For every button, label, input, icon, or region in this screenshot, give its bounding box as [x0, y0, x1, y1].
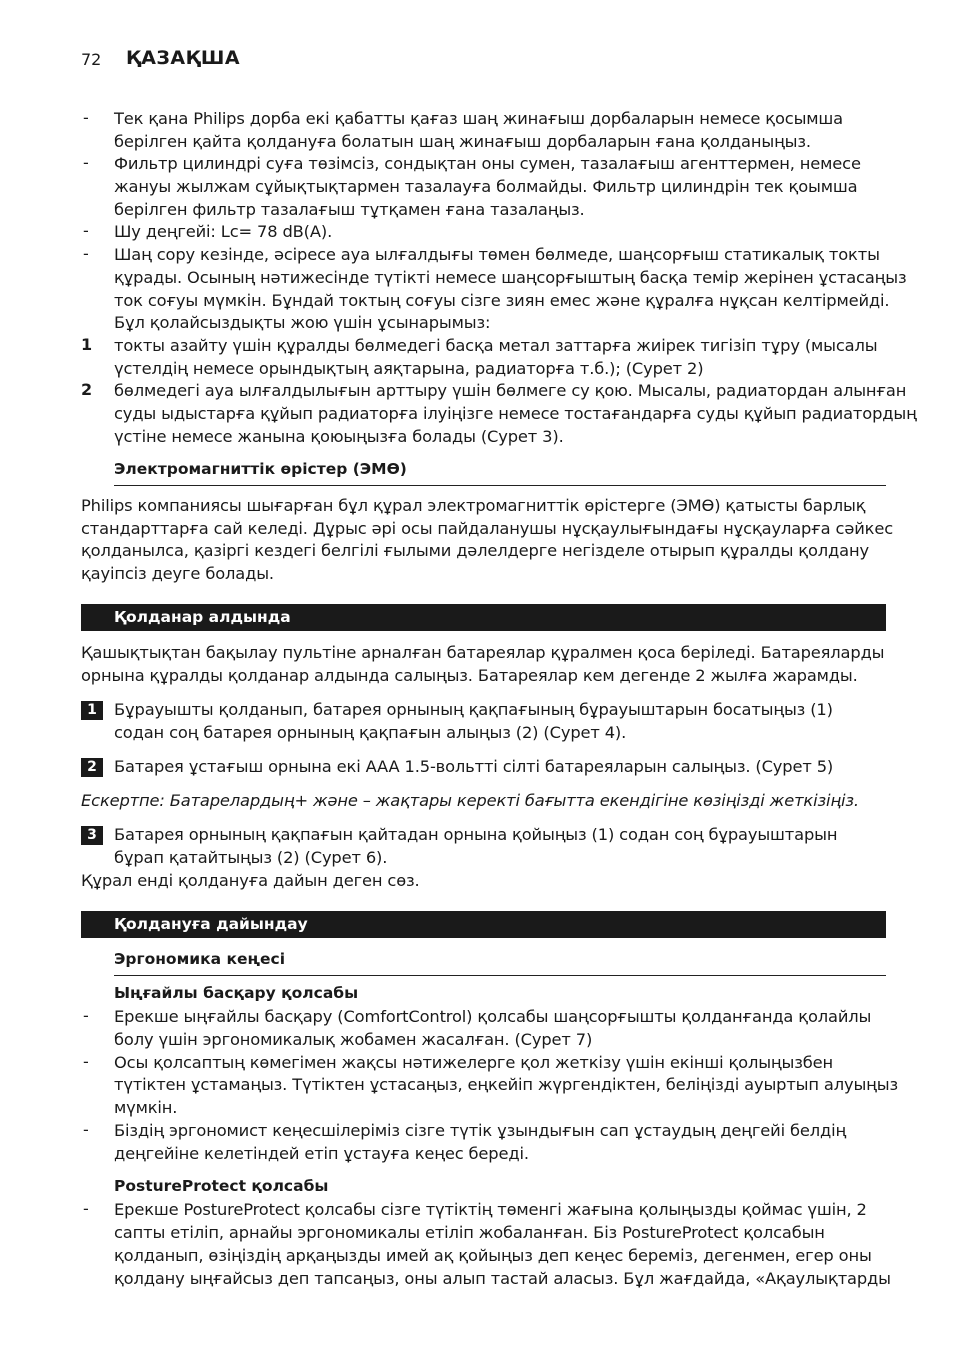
posture-heading: PostureProtect қолсабы — [114, 1177, 329, 1195]
numbered-line: үстіне немесе жанына қоюыңызға болады (Сурет 3). — [114, 427, 564, 446]
ready-text: Құрал енді қолдануға дайын деген сөз. — [81, 871, 420, 890]
before-use-text-line: Қашықтықтан бақылау пультіне арналған батареялар құралмен қоса беріледі. Батареяларды — [81, 643, 885, 662]
comfort-bullet-line: деңгейіне келетіндей етіп ұстауға кеңес береді. — [114, 1144, 529, 1163]
intro-bullet-line: Шу деңгейі: Lc= 78 dB(A). — [114, 222, 333, 241]
intro-bullet-line: жануы жылжам сұйықтықтармен тазалауға болмайды. Фильтр цилиндрін тек қоымша — [114, 177, 858, 196]
posture-bullet-line: Ерекше PostureProtect қолсабы сізге түтіктің төменгі жағына қолыңызды қоймас үшін, 2 — [114, 1200, 867, 1219]
comfort-bullet-line: болу үшін эргономикалық жобамен жасалған. (Сурет 7) — [114, 1030, 593, 1049]
intro-bullet-line: Фильтр цилиндрі суға төзімсіз, сондықтан оны сумен, тазалағыш агенттермен, немесе — [114, 154, 861, 173]
numbered-line: токты азайту үшін құралды бөлмедегі басқа метал заттарға жиірек тигізіп тұру (мысалы — [114, 336, 878, 355]
bullet-dash: - — [83, 244, 89, 263]
step-number: 1 — [81, 701, 103, 720]
bullet-dash: - — [83, 221, 89, 240]
intro-bullet-line: ток соғуы мүмкін. Бұндай токтың соғуы сізге зиян емес және құралға нұқсан келтірмейді. — [114, 291, 890, 310]
comfort-bullet-line: Осы қолсаптың көмегімен жақсы нәтижелерге қол жеткізу үшін екінші қолыңызбен — [114, 1053, 833, 1072]
step-number: 3 — [81, 826, 103, 845]
before-use-heading: Қолданар алдында — [114, 608, 291, 626]
step-line: Батарея ұстағыш орнына екі AAA 1.5-вольтті сілті батареяларын салыңыз. (Сурет 5) — [114, 757, 834, 776]
emf-text-line: қауіпсіз деуге болады. — [81, 564, 274, 583]
comfort-bullet-line: Біздің эргономист кеңесшілеріміз сізге түтік ұзындығын сап ұстаудың деңгейі белдің — [114, 1121, 847, 1140]
intro-bullet-line: Бұл қолайсыздықты жою үшін ұсынарымыз: — [114, 313, 491, 332]
intro-bullet-line: берілген қайта қолдануға болатын шаң жинағыш дорбаларын ғана қолданыңыз. — [114, 132, 811, 151]
prep-heading: Қолдануға дайындау — [114, 915, 308, 933]
bullet-dash: - — [83, 1052, 89, 1071]
heading-rule — [114, 485, 886, 486]
comfort-bullet-line: Ерекше ыңғайлы басқару (ComfortControl) қолсабы шаңсорғышты қолданғанда қолайлы — [114, 1007, 872, 1026]
intro-bullet-line: Шаң сору кезінде, әсіресе ауа ылғалдығы төмен бөлмеде, шаңсорғыш статикалық токты — [114, 245, 880, 264]
step-line: Бұрауышты қолданып, батарея орнының қақпағының бұрауыштарын босатыңыз (1) — [114, 700, 833, 719]
item-number: 2 — [81, 380, 93, 399]
section-bar — [81, 604, 886, 631]
intro-bullet-line: Тек қана Philips дорба екі қабатты қағаз шаң жинағыш дорбаларын немесе қосымша — [114, 109, 843, 128]
heading-rule — [114, 975, 886, 976]
comfort-heading: Ыңғайлы басқару қолсабы — [114, 984, 359, 1002]
bullet-dash: - — [83, 108, 89, 127]
step-line: бұрап қатайтыңыз (2) (Сурет 6). — [114, 848, 388, 867]
emf-text-line: стандарттарға сай келеді. Дұрыс әрі осы пайдаланушы нұсқаулығындағы нұсқауларға сәйкес — [81, 519, 893, 538]
bullet-dash: - — [83, 1199, 89, 1218]
before-use-text-line: орнына құралды қолданар алдында салыңыз. Батареялар кем дегенде 2 жылға жарамды. — [81, 666, 858, 685]
language-title: ҚАЗАҚША — [126, 47, 241, 69]
numbered-line: бөлмедегі ауа ылғалдылығын арттыру үшін бөлмеге су қою. Мысалы, радиатордан алынған — [114, 381, 907, 400]
bullet-dash: - — [83, 1120, 89, 1139]
step-number: 2 — [81, 758, 103, 777]
ergonomics-heading: Эргономика кеңесі — [114, 950, 286, 968]
emf-text-line: қолданылса, қазіргі кездегі белгілі ғылыми дәлелдерге негізделе отырып құралды қолдану — [81, 541, 869, 560]
step-line: Батарея орнының қақпағын қайтадан орнына қойыңыз (1) содан соң бұрауыштарын — [114, 825, 838, 844]
emf-heading: Электромагниттік өрістер (ЭМӨ) — [114, 460, 407, 478]
note-text: Ескертпе: Батарелардың+ және – жақтары керекті бағытта екендігіне көзіңізді жеткізіңіз. — [81, 791, 859, 810]
step-line: содан соң батарея орнының қақпағын алыңыз (2) (Сурет 4). — [114, 723, 627, 742]
intro-bullet-line: құрады. Осының нәтижесінде түтікті немесе шаңсорғыштың басқа темір жерінен ұстасаңыз — [114, 268, 907, 287]
intro-bullet-line: берілген фильтр тазалағыш тұтқамен ғана тазалаңыз. — [114, 200, 585, 219]
comfort-bullet-line: мүмкін. — [114, 1098, 178, 1117]
posture-bullet-line: сапты етіліп, арнайы эргономикалы етіліп жобаланған. Біз PostureProtect қолсабын — [114, 1223, 825, 1242]
numbered-line: үстелдің немесе орындықтың аяқтарына, радиаторға т.б.); (Сурет 2) — [114, 359, 704, 378]
page-number: 72 — [81, 50, 102, 69]
comfort-bullet-line: түтіктен ұстамаңыз. Түтіктен ұстасаңыз, еңкейіп жүргендіктен, беліңізді ауыртып алуыңыз — [114, 1075, 898, 1094]
section-bar — [81, 911, 886, 938]
emf-text-line: Philips компаниясы шығарған бұл құрал электромагниттік өрістерге (ЭМӨ) қатысты барлық — [81, 496, 866, 515]
posture-bullet-line: қолданып, өзіңіздің арқаңызды имей ақ қойыңыз деп кеңес береміз, дегенмен, егер оны — [114, 1246, 872, 1265]
bullet-dash: - — [83, 1006, 89, 1025]
bullet-dash: - — [83, 153, 89, 172]
posture-bullet-line: қолдану ыңғайсыз деп тапсаңыз, оны алып тастай аласыз. Бұл жағдайда, «Ақаулықтарды — [114, 1269, 891, 1288]
numbered-line: суды ыдыстарға құйып радиаторға ілуіңізге немесе тостағандарға суды құйып радиатордың — [114, 404, 917, 423]
item-number: 1 — [81, 335, 93, 354]
